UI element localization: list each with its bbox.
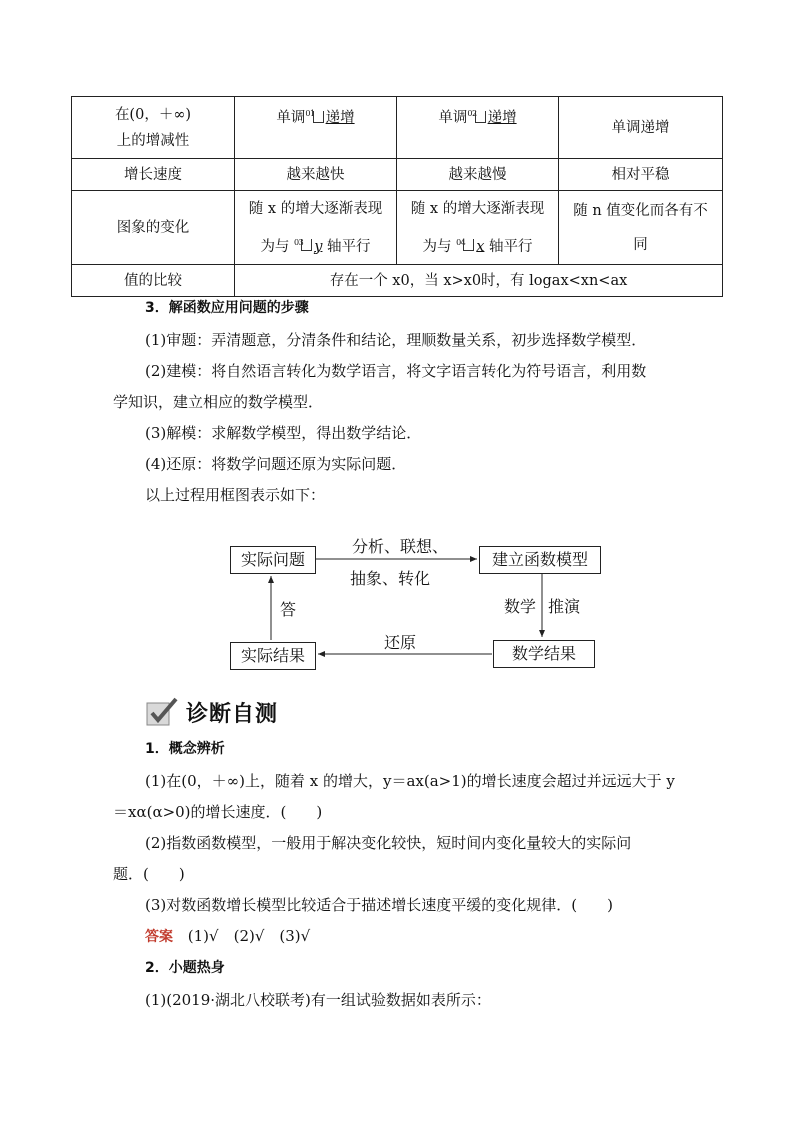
cell-line: 随 x 的增大逐渐表现 (248, 200, 383, 217)
cell-line: 随 x 的增大逐渐表现 (410, 200, 545, 217)
cell-text: 轴平行 (484, 238, 533, 255)
table-cell-label: 图象的变化 (72, 191, 235, 265)
paragraph-line: 学知识，建立相应的数学模型． (113, 393, 324, 411)
label-line: 在(0，＋∞) (114, 106, 192, 123)
paragraph-line: (1)审题：弄清题意，分清条件和结论，理顺数量关系，初步选择数学模型． (145, 331, 647, 349)
table-cell: 单调递增 (559, 97, 723, 159)
flow-box-problem: 实际问题 (230, 546, 316, 574)
cell-text: 单调 (438, 109, 468, 126)
paragraph-line: (2)建模：将自然语言转化为数学语言，将文字语言转化为符号语言，利用数 (145, 362, 647, 380)
question-line: (1)(2019·湖北八校联考)有一组试验数据如表所示： (145, 991, 491, 1009)
cell-line: 同 (633, 236, 648, 253)
cell-text: 为与 (422, 238, 457, 255)
blank-number: 02 (467, 109, 477, 118)
flow-box-model: 建立函数模型 (479, 546, 601, 574)
label-line: 上的增减性 (116, 132, 190, 149)
paragraph-line: (3)解模：求解数学模型，得出数学结论． (145, 424, 422, 442)
blank-answer: 递增 (487, 109, 517, 126)
question-line: (3)对数函数增长模型比较适合于描述增长速度平缓的变化规律．( ) (145, 896, 613, 914)
cell-line: 随 n 值变化而各有不 (573, 202, 708, 219)
table-cell: 越来越慢 (397, 159, 559, 191)
table-cell: 相对平稳 (559, 159, 723, 191)
answer-text: (1)√ (2)√ (3)√ (187, 927, 311, 945)
blank-number: 04 (456, 237, 466, 247)
table-cell-label: 增长速度 (72, 159, 235, 191)
flow-label: 抽象、转化 (350, 569, 431, 588)
answer-label: 答案 (145, 929, 173, 945)
table-cell-comparison: 存在一个 x0，当 x>x0时，有 logax<xn<ax (235, 265, 723, 297)
table-cell-label: 值的比较 (72, 265, 235, 297)
section-title: 诊断自测 (186, 702, 279, 727)
question-line: (1)在(0，＋∞)上，随着 x 的增大，y＝ax(a>1)的增长速度会超过并远远大于 y (145, 772, 675, 790)
cell-text: 为与 (260, 238, 295, 255)
blank-answer: x (476, 238, 485, 255)
paragraph-line: (4)还原：将数学问题还原为实际问题． (145, 455, 407, 473)
blank-answer: y (314, 238, 323, 255)
question-heading: 1．概念辨析 (145, 741, 225, 757)
question-line: 题．( ) (113, 865, 185, 883)
question-line: (2)指数函数模型，一般用于解决变化较快，短时间内变化量较大的实际问 (145, 834, 632, 852)
answer-line (145, 921, 705, 953)
section-heading: 3．解函数应用问题的步骤 (145, 300, 309, 316)
flow-label: 推演 (548, 597, 581, 616)
checkbox-icon (145, 697, 179, 727)
table-cell: 越来越快 (235, 159, 397, 191)
blank-number: 01 (305, 109, 315, 118)
cell-text: 单调 (276, 109, 306, 126)
flow-box-math-result: 数学结果 (493, 640, 595, 668)
question-line: ＝xα(α>0)的增长速度．( ) (113, 803, 323, 821)
paragraph-line: 以上过程用框图表示如下： (145, 486, 326, 504)
flow-label: 数学 (504, 597, 537, 616)
flow-label: 答 (280, 600, 297, 619)
flow-label: 还原 (384, 633, 417, 652)
question-heading: 2．小题热身 (145, 960, 225, 976)
cell-text: 轴平行 (322, 238, 371, 255)
blank-answer: 递增 (325, 109, 355, 126)
blank-number: 03 (294, 237, 304, 247)
flow-label: 分析、联想、 (352, 537, 449, 556)
flow-box-real-result: 实际结果 (230, 642, 316, 670)
